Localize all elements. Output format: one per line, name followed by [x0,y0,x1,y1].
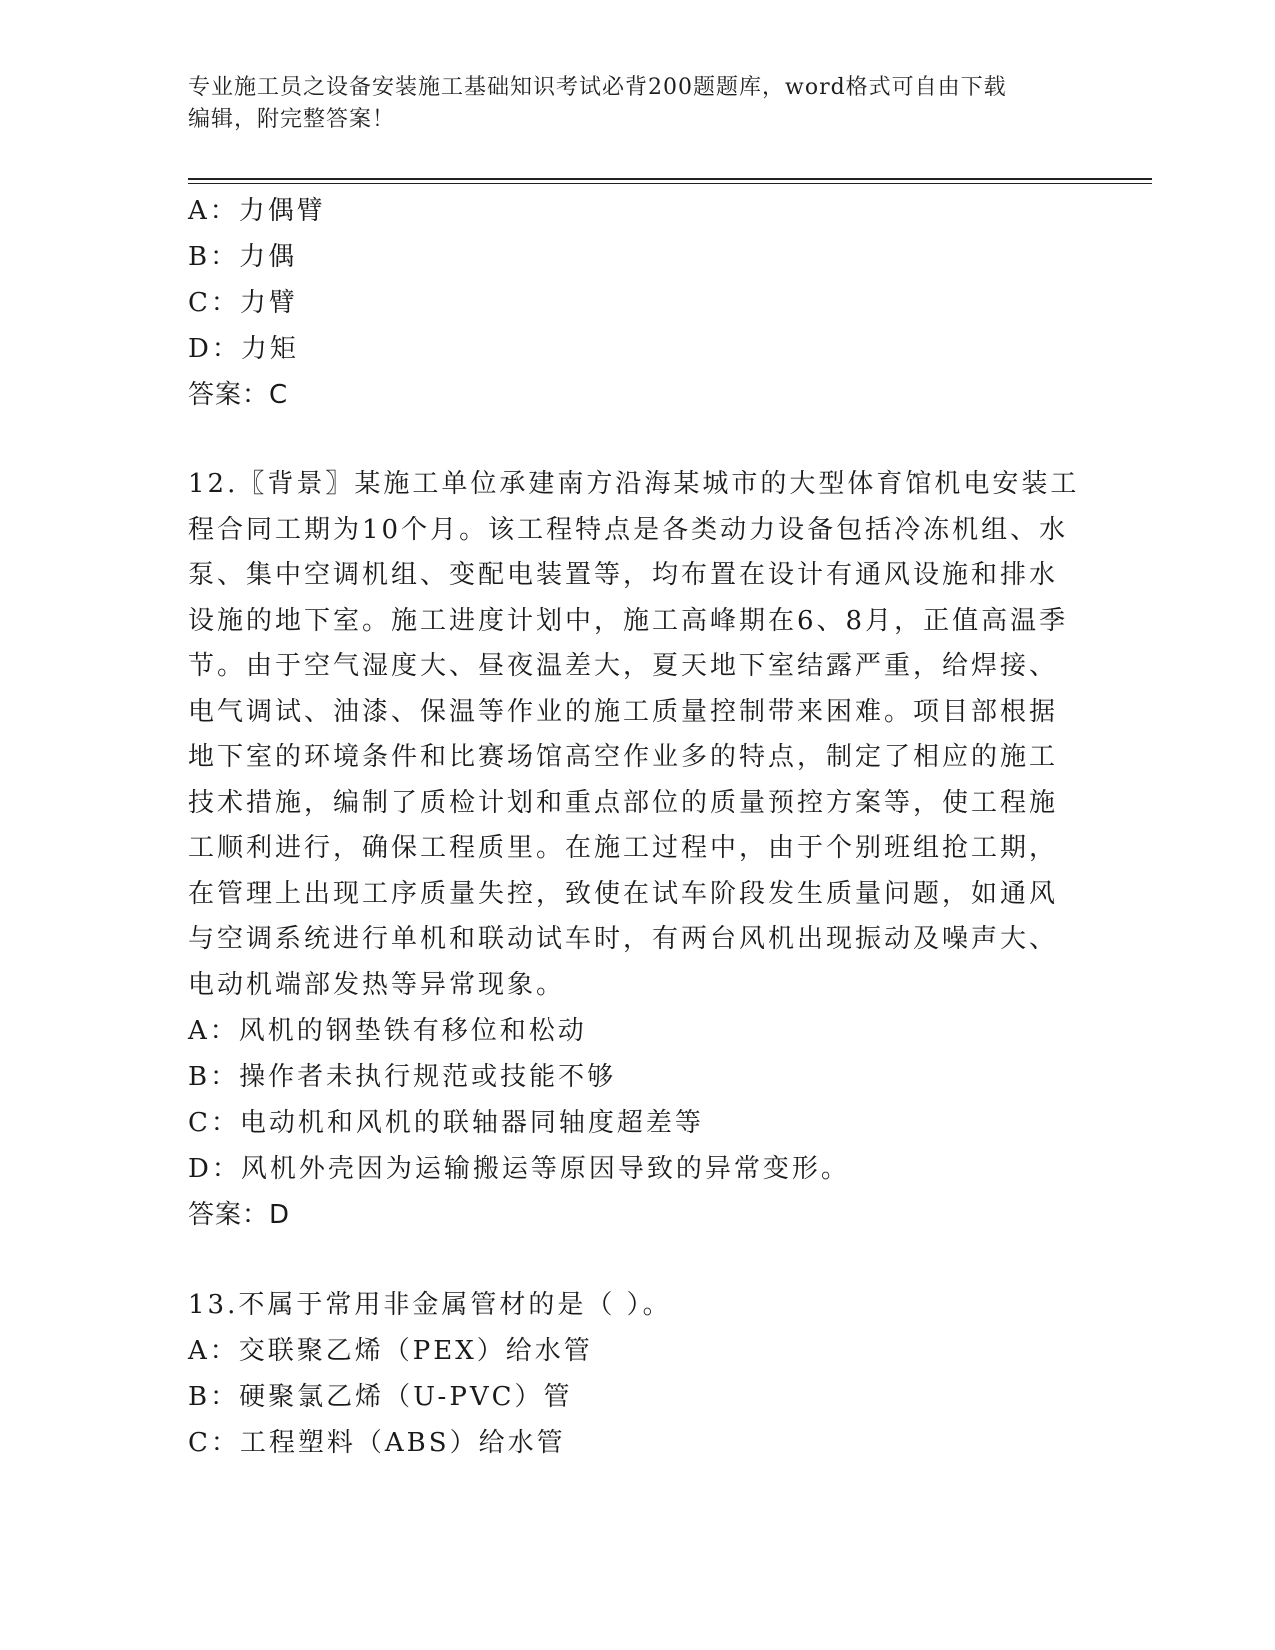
question-12 [188,462,1088,1238]
option-a: A：交联聚乙烯（PEX）给水管 [188,1336,593,1366]
option-a: A：力偶臂 [188,196,326,226]
stem-line: 12.〖背景〗某施工单位承建南方沿海某城市的大型体育馆机电安装工 [188,469,1080,499]
stem-line: 地下室的环境条件和比赛场馆高空作业多的特点，制定了相应的施工 [188,742,1059,772]
question-stem [188,462,1088,1008]
stem-line: 在管理上出现工序质量失控，致使在试车阶段发生质量问题，如通风 [188,878,1059,909]
question-spacer [188,1238,1088,1282]
stem-line: 工顺利进行，确保工程质里。在施工过程中，由于个别班组抢工期， [188,833,1059,863]
option-b: B：操作者未执行规范或技能不够 [188,1062,617,1092]
answer-line: 答案：D [188,1200,291,1230]
stem-line: 节。由于空气湿度大、昼夜温差大，夏天地下室结露严重，给焊接、 [188,651,1059,681]
option-b: B：硬聚氯乙烯（U-PVC）管 [188,1382,573,1412]
option-d: D：力矩 [188,334,299,364]
question-13 [188,1282,1088,1466]
document-body [188,188,1088,1466]
question-11 [188,188,1088,418]
stem-line: 技术措施，编制了质检计划和重点部位的质量预控方案等，使工程施 [188,787,1059,818]
option-c: C：电动机和风机的联轴器同轴度超差等 [188,1108,704,1138]
stem-line: 与空调系统进行单机和联动试车时，有两台风机出现振动及噪声大、 [188,924,1059,954]
question-stem: 13.不属于常用非金属管材的是（ ）。 [188,1290,672,1320]
header-title-line-2: 编辑，附完整答案！ [188,107,396,132]
header-title-line-1: 专业施工员之设备安装施工基础知识考试必背200题题库，word格式可自由下载 [188,75,1007,100]
option-a: A：风机的钢垫铁有移位和松动 [188,1016,587,1046]
stem-line: 程合同工期为10个月。该工程特点是各类动力设备包括冷冻机组、水 [188,514,1069,545]
option-c: C：力臂 [188,288,298,318]
answer-line: 答案：C [188,380,289,410]
option-d: D：风机外壳因为运输搬运等原因导致的异常变形。 [188,1154,850,1184]
document-header [188,72,1088,136]
stem-line: 电动机端部发热等异常现象。 [188,969,566,1000]
question-spacer [188,418,1088,462]
stem-line: 泵、集中空调机组、变配电装置等，均布置在设计有通风设施和排水 [188,560,1059,590]
stem-line: 设施的地下室。施工进度计划中，施工高峰期在6、8月，正值高温季 [188,605,1069,636]
stem-line: 电气调试、油漆、保温等作业的施工质量控制带来困难。项目部根据 [188,696,1059,727]
header-divider [188,178,1152,184]
option-b: B：力偶 [188,242,298,272]
option-c: C：工程塑料（ABS）给水管 [188,1428,566,1458]
